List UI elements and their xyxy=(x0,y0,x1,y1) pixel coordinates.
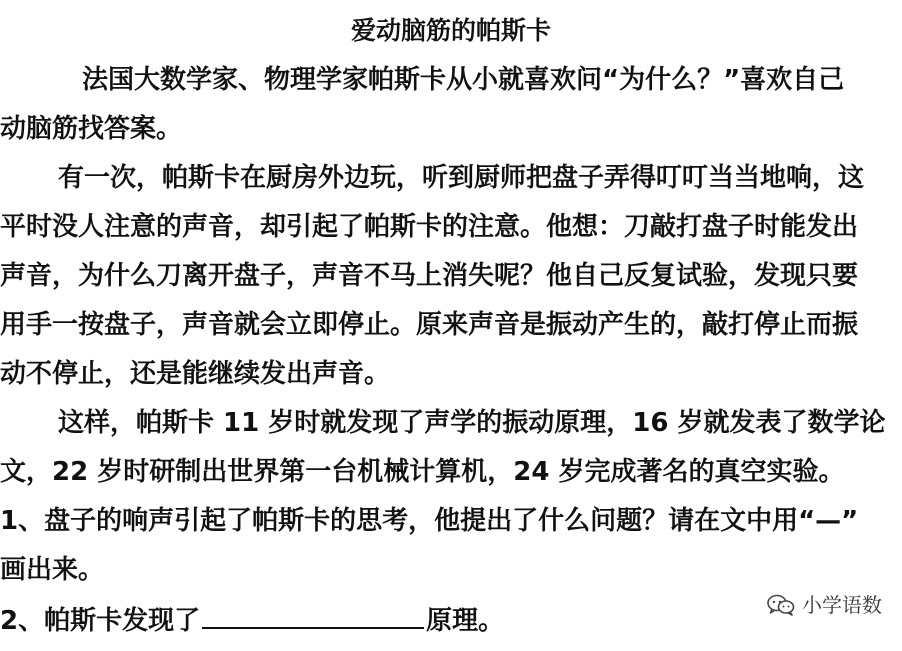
question-1-line: 画出来。 xyxy=(0,555,105,585)
question-2-prefix: 2、帕斯卡发现了 xyxy=(0,606,201,636)
paragraph-line: 用手一按盘子，声音就会立即停止。原来声音是振动产生的，敲打停止而振 xyxy=(0,310,859,340)
answer-blank[interactable] xyxy=(202,601,424,629)
watermark xyxy=(766,591,882,619)
paragraph-line: 法国大数学家、物理学家帕斯卡从小就喜欢问“为什么？”喜欢自己 xyxy=(82,65,845,95)
question-2-line xyxy=(0,601,504,639)
paragraph-line: 平时没人注意的声音，却引起了帕斯卡的注意。他想：刀敲打盘子时能发出 xyxy=(0,212,859,242)
paragraph-line: 有一次，帕斯卡在厨房外边玩，听到厨师把盘子弄得叮叮当当地响，这 xyxy=(58,163,865,193)
paragraph-line: 动脑筋找答案。 xyxy=(0,114,183,144)
document-title: 爱动脑筋的帕斯卡 xyxy=(350,16,551,45)
paragraph-line: 声音，为什么刀离开盘子，声音不马上消失呢？他自己反复试验，发现只要 xyxy=(0,261,859,291)
paragraph-line: 这样，帕斯卡 11 岁时就发现了声学的振动原理，16 岁就发表了数学论 xyxy=(58,408,886,438)
question-2-suffix: 原理。 xyxy=(426,606,505,636)
paragraph-line: 文，22 岁时研制出世界第一台机械计算机，24 岁完成著名的真空实验。 xyxy=(0,457,845,487)
paragraph-line: 动不停止，还是能继续发出声音。 xyxy=(0,359,391,389)
wechat-icon xyxy=(766,593,796,617)
watermark-text: 小学语数 xyxy=(802,593,882,617)
question-1-line: 1、盘子的响声引起了帕斯卡的思考，他提出了什么问题？请在文中用“—” xyxy=(0,506,859,536)
